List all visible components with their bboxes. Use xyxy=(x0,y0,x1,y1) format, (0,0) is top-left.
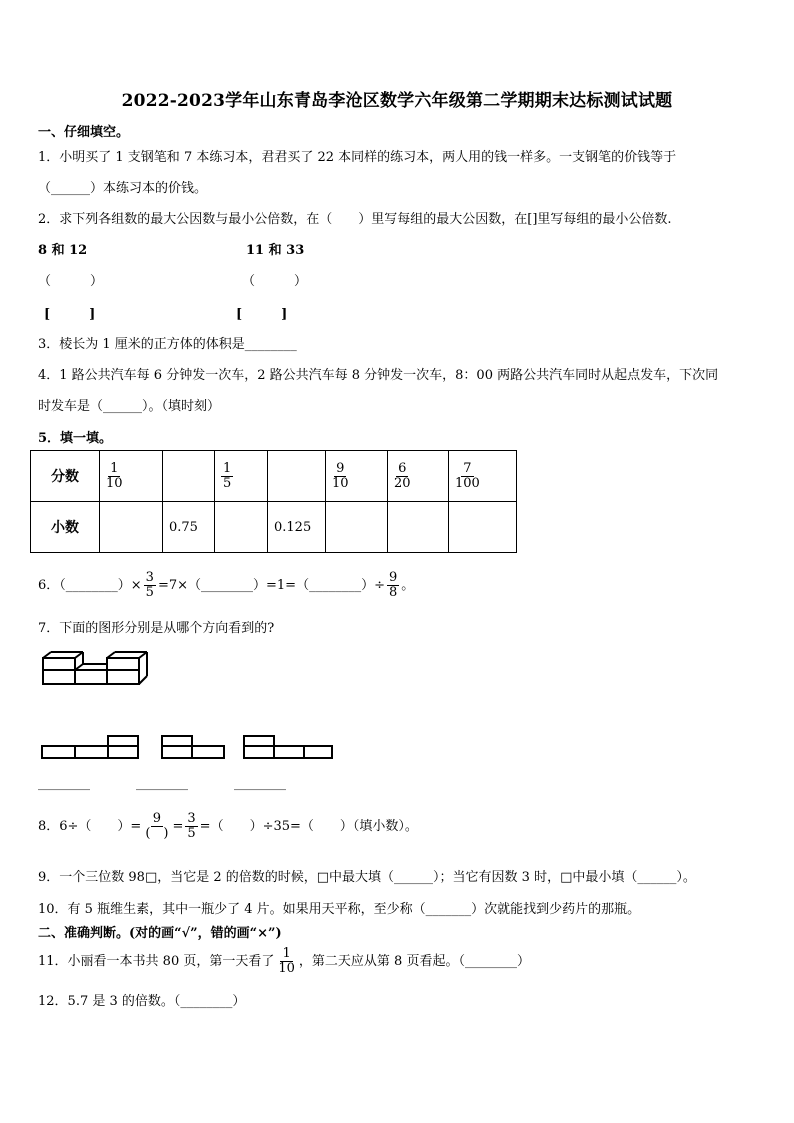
question-7-answer-blank-1: ________ xyxy=(38,776,90,791)
question-2-gcd-blank-2: （ ） xyxy=(242,274,308,289)
table-cell-decimal-4: 0.125 xyxy=(268,502,326,553)
question-11: 11．小丽看一本书共 80 页，第一天看了 $\frac{1}{10}$ ，第二天应从第 8 页看起。（________） xyxy=(38,946,530,976)
question-4-line-2: 时发车是（______）。（填时刻） xyxy=(38,399,221,414)
question-3: 3．棱长为 1 厘米的正方体的体积是________ xyxy=(38,337,297,352)
question-7-answer-blank-2: ________ xyxy=(136,776,188,791)
question-2-gcd-blank-1: （ ） xyxy=(38,274,104,289)
table-header-decimal: 小数 xyxy=(31,502,100,553)
view-figure-1 xyxy=(40,736,140,760)
table-cell-decimal-3 xyxy=(215,502,268,553)
table-cell-fraction-3: $\frac{1}{5}$ xyxy=(215,451,268,502)
table-cell-decimal-1 xyxy=(100,502,163,553)
table-cell-fraction-4 xyxy=(268,451,326,502)
question-2-lcm-blank-1: [ ] xyxy=(44,307,96,322)
section-1-heading: 一、仔细填空。 xyxy=(38,125,130,140)
table-cell-decimal-6 xyxy=(388,502,449,553)
table-cell-fraction-5: $\frac{9}{10}$ xyxy=(326,451,388,502)
table-row xyxy=(31,451,517,502)
question-1-line-2: （______）本练习本的价钱。 xyxy=(38,181,208,196)
page-title: 2022-2023学年山东青岛李沧区数学六年级第二学期期末达标测试试题 xyxy=(121,91,673,111)
section-2-heading: 二、准确判断。(对的画“√”，错的画“×”) xyxy=(38,926,282,941)
table-cell-decimal-7 xyxy=(449,502,517,553)
question-4-line-1: 4．1 路公共汽车每 6 分钟发一次车，2 路公共汽车每 8 分钟发一次车，8：00 两路公共汽车同时从起点发车，下次同 xyxy=(38,368,719,383)
question-2-pair-1: 8 和 12 xyxy=(38,243,88,258)
question-8-fraction-2: $\frac{3}{5}$ xyxy=(187,811,196,841)
question-8: 8．6÷（ ）= $\frac{9}{( )}$ = $\frac{3}{5}$ =（ ）÷35=（ ）（填小数）。 xyxy=(38,811,418,841)
question-1-line-1: 1．小明买了 1 支钢笔和 7 本练习本，君君买了 22 本同样的练习本，两人用的钱一样多。一支钢笔的价钱等于 xyxy=(38,150,677,165)
question-12: 12．5.7 是 3 的倍数。（________） xyxy=(38,994,246,1009)
table-cell-fraction-2 xyxy=(163,451,215,502)
table-cell-fraction-7: $\frac{7}{100}$ xyxy=(449,451,517,502)
question-6-fraction-1: $\frac{3}{5}$ xyxy=(145,570,154,600)
cube-stack-figure xyxy=(40,656,160,688)
table-cell-decimal-5 xyxy=(326,502,388,553)
table-cell-decimal-2: 0.75 xyxy=(163,502,215,553)
table-cell-fraction-6: $\frac{6}{20}$ xyxy=(388,451,449,502)
table-row xyxy=(31,502,517,553)
question-8-fraction-1: $\frac{9}{( )}$ xyxy=(145,811,169,841)
question-11-fraction: $\frac{1}{10}$ xyxy=(278,946,295,976)
view-figure-2 xyxy=(160,736,230,760)
question-9: 9．一个三位数 98□，当它是 2 的倍数的时候，□中最大填（______）；当它有因数 3 时，□中最小填（______）。 xyxy=(38,870,696,885)
question-6-fraction-2: $\frac{9}{8}$ xyxy=(388,570,398,600)
question-5-label: 5．填一填。 xyxy=(38,431,113,446)
question-6: 6．（________）× $\frac{3}{5}$ =7×（________）=1=（________）÷ $\frac{9}{8}$ 。 xyxy=(38,570,415,600)
question-10: 10．有 5 瓶维生素，其中一瓶少了 4 片。如果用天平称，至少称（_______）次就能找到少药片的那瓶。 xyxy=(38,902,641,917)
question-2-text: 2．求下列各组数的最大公因数与最小公倍数，在（ ）里写每组的最大公因数，在[]里写每组的最小公倍数. xyxy=(38,212,672,227)
table-cell-fraction-1: $\frac{1}{10}$ xyxy=(100,451,163,502)
view-figure-3 xyxy=(242,736,337,760)
question-7-text: 7．下面的图形分别是从哪个方向看到的? xyxy=(38,621,275,636)
question-2-lcm-blank-2: [ ] xyxy=(236,307,288,322)
fraction-decimal-table xyxy=(30,450,517,553)
question-2-pair-2: 11 和 33 xyxy=(246,243,305,258)
table-header-fraction: 分数 xyxy=(31,451,100,502)
question-7-answer-blank-3: ________ xyxy=(234,776,286,791)
